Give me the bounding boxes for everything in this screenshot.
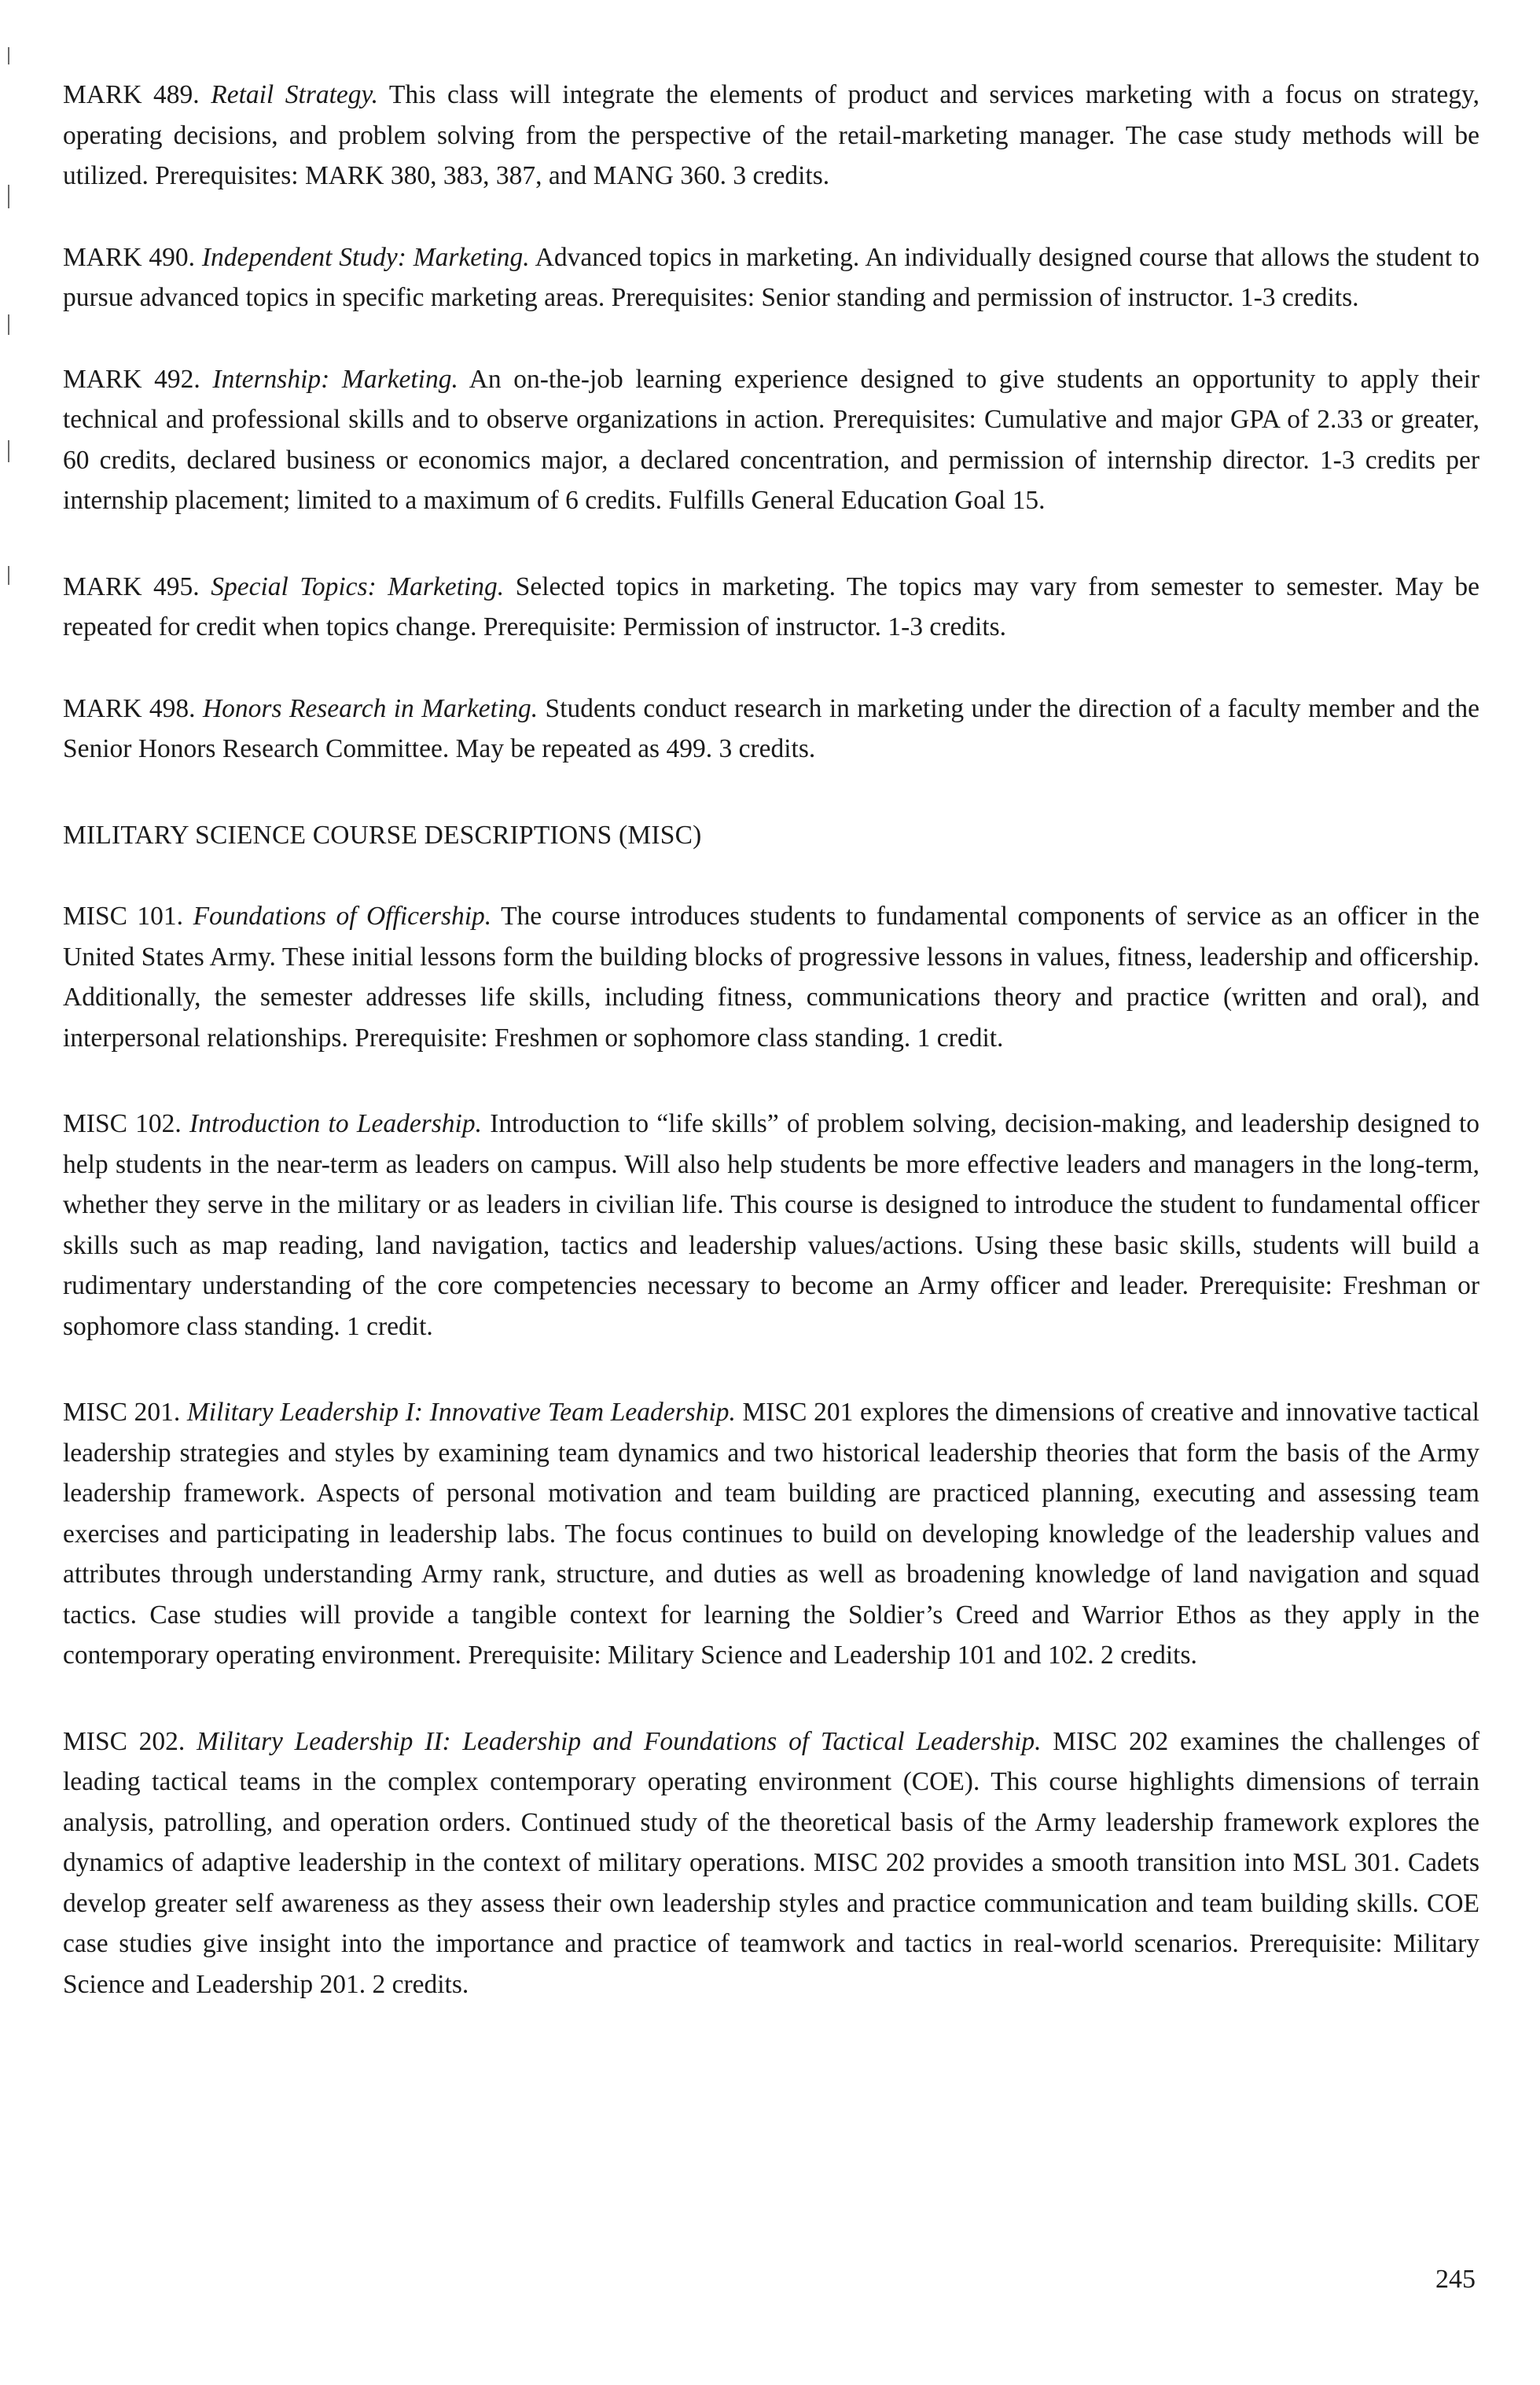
page-number: 245 [1435,2265,1476,2294]
scan-edge-mark [8,440,9,462]
course-description: Introduction to “life skills” of problem solving, decision-making, and leadership designed to help students in the near-term as leaders on campus. Will also help students be more effective leaders and managers in the long-term, whether they serve in the military or as leaders in civilian life. This course is designed to introduce the student to fundamental officer skills such as map reading, land navigation, tactics and leadership values/actions. Using these basic skills, students will build a rudimentary understanding of the core competencies necessary to become an Army officer and leader. Prerequisite: Freshman or sophomore class standing. 1 credit. [63,1109,1480,1341]
scan-edge-mark [8,314,9,335]
course-description: The course introduces students to fundamental components of service as an officer in the United States Army. These initial lessons form the building blocks of progressive lessons in values, fitness, leadership and officership. Additionally, the semester addresses life skills, including fitness, communications theory and practice (written and oral), and interpersonal relationships. Prerequisite: Freshmen or sophomore class standing. 1 credit. [63,902,1480,1053]
course-entry-misc-101 [63,896,1479,1058]
course-code: MARK 495. [63,571,200,601]
course-code: MARK 492. [63,364,200,394]
course-title: Military Leadership II: Leadership and Foundations of Tactical Leadership. [197,1726,1042,1756]
course-entry-misc-102 [63,1104,1479,1347]
scan-edge-mark [8,47,9,64]
section-heading: MILITARY SCIENCE COURSE DESCRIPTIONS (MISC) [63,820,702,850]
course-title: Foundations of Officership. [193,902,492,931]
scan-edge-mark [8,566,9,585]
course-code: MISC 202. [63,1726,186,1756]
course-code: MISC 102. [63,1109,182,1138]
course-entry-mark-498 [63,689,1479,770]
course-code: MARK 489. [63,80,200,109]
course-code: MISC 201. [63,1398,181,1427]
course-entry-mark-495 [63,567,1479,648]
course-code: MISC 101. [63,902,184,931]
course-entry-mark-492 [63,359,1479,521]
scan-edge-mark [8,185,9,208]
course-code: MARK 490. [63,242,195,272]
course-entry-mark-489 [63,75,1479,197]
course-description: MISC 201 explores the dimensions of creative and innovative tactical leadership strategies and styles by examining team dynamics and two historical leadership theories that form the basis of the Army leadership framework. Aspects of personal motivation and team building are practiced planning, executing and assessing team exercises and participating in leadership labs. The focus continues to build on developing knowledge of the leadership values and attributes through understanding Army rank, structure, and duties as well as broadening knowledge of land navigation and squad tactics. Case studies will provide a tangible context for learning the Soldier’s Creed and Warrior Ethos as they apply in the contemporary operating environment. Prerequisite: Military Science and Leadership 101 and 102. 2 credits. [63,1398,1479,1670]
course-title: Honors Research in Marketing. [202,693,538,723]
course-description: Selected topics in marketing. The topics may vary from semester to semester. May be repeated for credit when topics change. Prerequisite: Permission of instructor. 1-3 credits. [63,571,1479,641]
course-entry-misc-201 [63,1392,1479,1676]
course-title: Independent Study: Marketing. [201,242,530,272]
course-description: This class will integrate the elements of product and services marketing with a focus on strategy, operating decisions, and problem solving from the perspective of the retail-marketing manager. The case study methods will be utilized. Prerequisites: MARK 380, 383, 387, and MANG 360. 3 credits. [63,80,1479,190]
course-entry-mark-490 [63,237,1479,318]
course-descriptions [63,75,1479,2005]
course-title: Introduction to Leadership. [189,1109,482,1138]
course-code: MARK 498. [63,693,196,723]
course-description: Advanced topics in marketing. An individually designed course that allows the student to pursue advanced topics in specific marketing areas. Prerequisites: Senior standing and permission of instructor. 1-3 credits. [63,242,1479,312]
course-description: Students conduct research in marketing under the direction of a faculty member and the Senior Honors Research Committee. May be repeated as 499. 3 credits. [63,693,1479,763]
course-title: Retail Strategy. [211,80,378,109]
course-description: MISC 202 examines the challenges of leading tactical teams in the complex contemporary operating environment (COE). This course highlights dimensions of terrain analysis, patrolling, and operation orders. Continued study of the theoretical basis of the Army leadership framework explores the dynamics of adaptive leadership in the context of military operations. MISC 202 provides a smooth transition into MSL 301. Cadets develop greater self awareness as they assess their own leadership styles and practice communication and team building skills. COE case studies give insight into the importance and practice of teamwork and tactics in real-world scenarios. Prerequisite: Military Science and Leadership 201. 2 credits. [63,1726,1480,1999]
course-description: An on-the-job learning experience designed to give students an opportunity to apply their technical and professional skills and to observe organizations in action. Prerequisites: Cumulative and major GPA of 2.33 or greater, 60 credits, declared business or economics major, a declared concentration, and permission of internship director. 1-3 credits per internship placement; limited to a maximum of 6 credits. Fulfills General Education Goal 15. [63,364,1479,515]
course-title: Military Leadership I: Innovative Team Leadership. [186,1398,736,1427]
course-title: Internship: Marketing. [212,364,458,394]
course-title: Special Topics: Marketing. [211,571,505,601]
course-entry-misc-202 [63,1722,1479,2005]
